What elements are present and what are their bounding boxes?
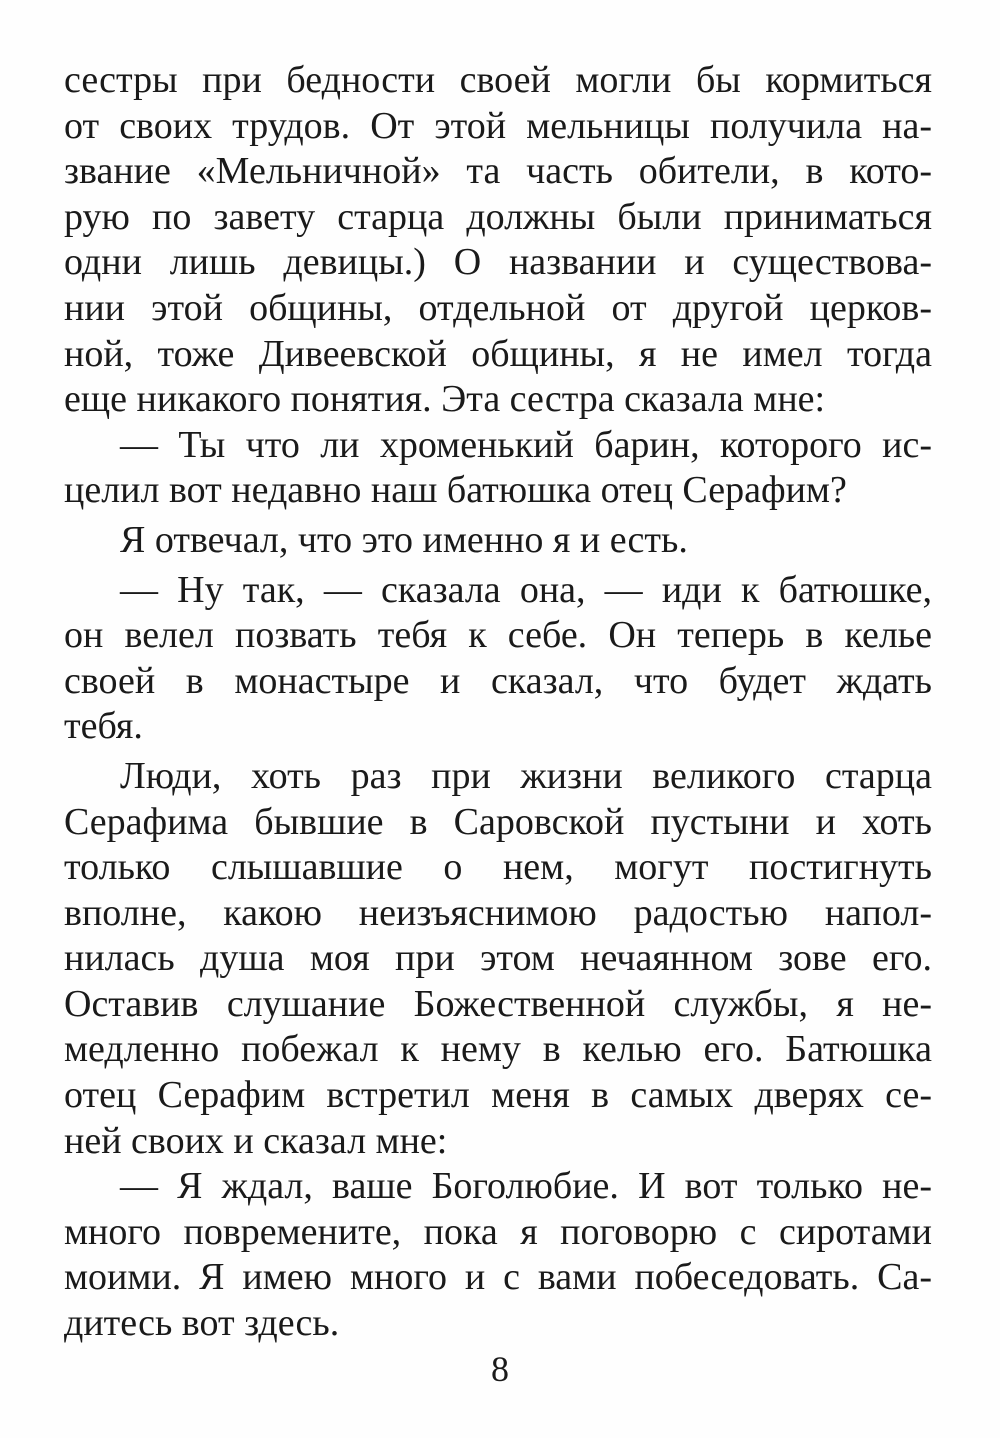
text-line: много повремените, пока я поговорю с сиротами	[64, 1210, 932, 1253]
text-line: медленно побежал к нему в келью его. Батюшка	[64, 1028, 932, 1071]
text-line: ной, тоже Дивеевской общины, я не имел тогда	[64, 332, 932, 375]
text-line: одни лишь девицы.) О названии и существова-	[64, 241, 932, 284]
text-line: — Ты что ли хроменький барин, которого ис-	[120, 423, 932, 466]
text-line: Оставив слушание Божественной службы, я не-	[64, 982, 932, 1025]
text-line: рую по завету старца должны были приниматься	[64, 195, 932, 238]
text-line: Я отвечал, что это именно я и есть.	[120, 518, 688, 561]
text-line: сестры при бедности своей могли бы кормиться	[64, 59, 932, 101]
text-line: целил вот недавно наш батюшка отец Серафим?	[64, 469, 847, 512]
text-line: от своих трудов. От этой мельницы получила на-	[64, 104, 932, 147]
text-line: Люди, хоть раз при жизни великого старца	[120, 754, 932, 797]
page-number: 8	[491, 1349, 509, 1389]
text-line: еще никакого понятия. Эта сестра сказала мне:	[64, 378, 826, 421]
text-line: нии этой общины, отдельной от другой церков-	[64, 286, 932, 329]
text-line: — Я ждал, ваше Боголюбие. И вот только не-	[120, 1165, 932, 1208]
text-line: дитесь вот здесь.	[64, 1302, 340, 1345]
text-line: своей в монастыре и сказал, что будет ждать	[64, 659, 932, 702]
text-line: звание «Мельничной» та часть обители, в кото-	[64, 150, 932, 193]
text-line: моими. Я имею много и с вами побеседовать. Са-	[64, 1256, 932, 1299]
text-line: ней своих и сказал мне:	[64, 1119, 448, 1162]
text-line: тебя.	[64, 705, 143, 748]
text-line: он велел позвать тебя к себе. Он теперь в келье	[64, 614, 932, 657]
text-line: нилась душа моя при этом нечаянном зове его.	[64, 937, 932, 980]
text-line: вполне, какою неизъяснимою радостью напол-	[64, 891, 932, 934]
text-line: Серафима бывшие в Саровской пустыни и хоть	[64, 800, 932, 843]
body-text	[64, 58, 932, 1347]
text-line: отец Серафим встретил меня в самых дверях се-	[64, 1074, 932, 1117]
text-line: только слышавшие о нем, могут постигнуть	[64, 846, 932, 889]
text-line: — Ну так, — сказала она, — иди к батюшке,	[120, 568, 932, 611]
